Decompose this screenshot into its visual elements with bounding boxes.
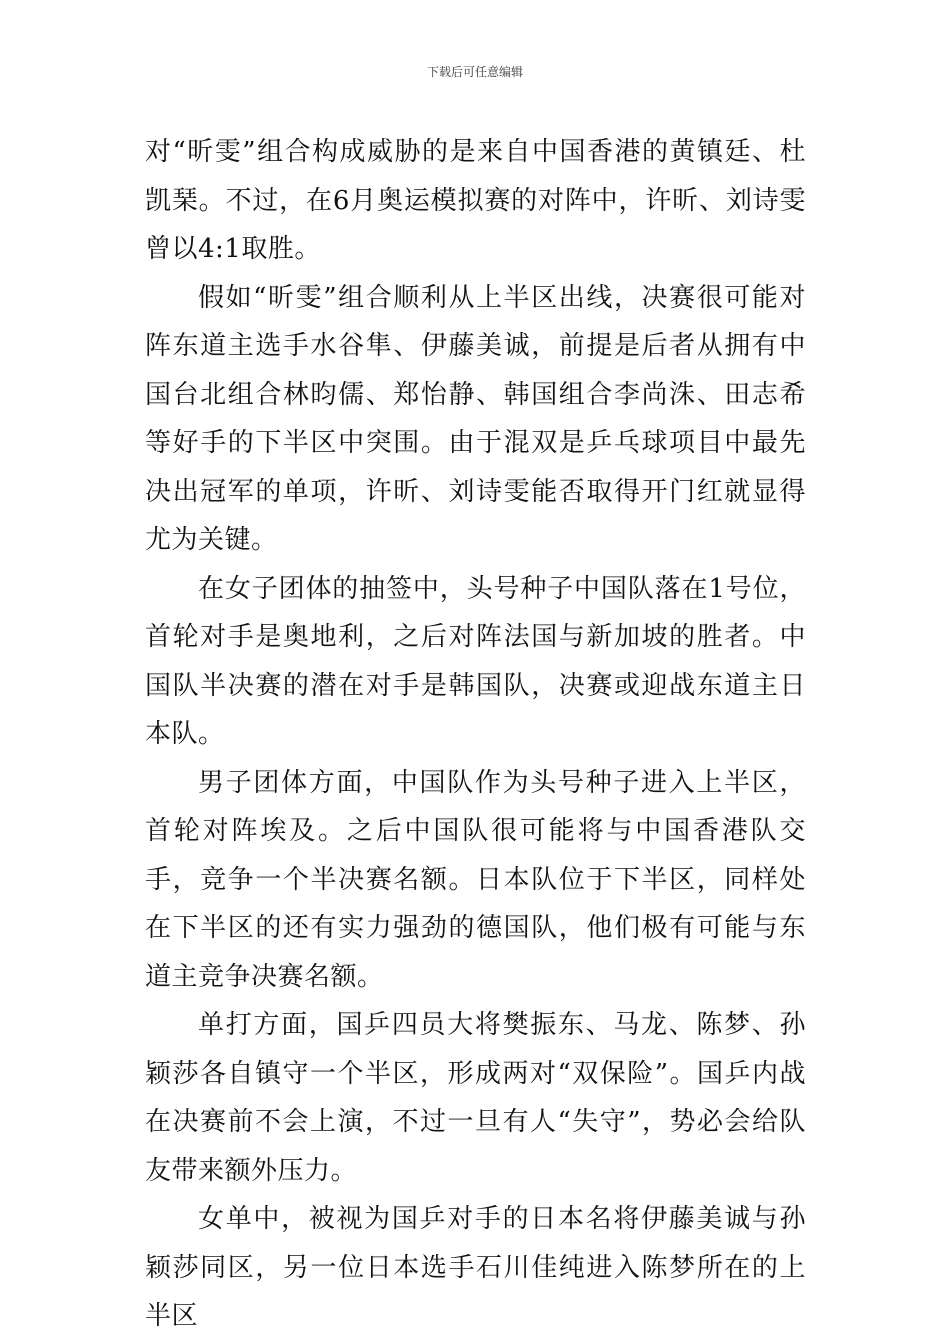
paragraph: 女单中，被视为国乒对手的日本名将伊藤美诚与孙颖莎同区，另一位日本选手石川佳纯进入陈梦所在的上半区: [145, 1204, 806, 1331]
article-body: [145, 128, 806, 1341]
paragraph: 男子团体方面，中国队作为头号种子进入上半区，首轮对阵埃及。之后中国队很可能将与中国香港队交手，竞争一个半决赛名额。日本队位于下半区，同样处在下半区的还有实力强劲的德国队，他们极有可能与东道主竞争决赛名额。: [145, 767, 806, 992]
page-header: 下载后可任意编辑: [426, 65, 523, 79]
paragraph: 单打方面，国乒四员大将樊振东、马龙、陈梦、孙颖莎各自镇守一个半区，形成两对“双保险”。国乒内战在决赛前不会上演，不过一旦有人“失守”，势必会给队友带来额外压力。: [145, 1010, 806, 1186]
paragraph: 假如“昕雯”组合顺利从上半区出线，决赛很可能对阵东道主选手水谷隼、伊藤美诚，前提是后者从拥有中国台北组合林昀儒、郑怡静、韩国组合李尚洙、田志希等好手的下半区中突围。由于混双是乒乓球项目中最先决出冠军的单项，许昕、刘诗雯能否取得开门红就显得尤为关键。: [145, 282, 806, 555]
paragraph-continued: 对“昕雯”组合构成威胁的是来自中国香港的黄镇廷、杜凯琹。不过，在6月奥运模拟赛的对阵中，许昕、刘诗雯曾以4:1取胜。: [145, 137, 806, 264]
paragraph: 在女子团体的抽签中，头号种子中国队落在1号位，首轮对手是奥地利，之后对阵法国与新加坡的胜者。中国队半决赛的潜在对手是韩国队，决赛或迎战东道主日本队。: [145, 573, 806, 749]
